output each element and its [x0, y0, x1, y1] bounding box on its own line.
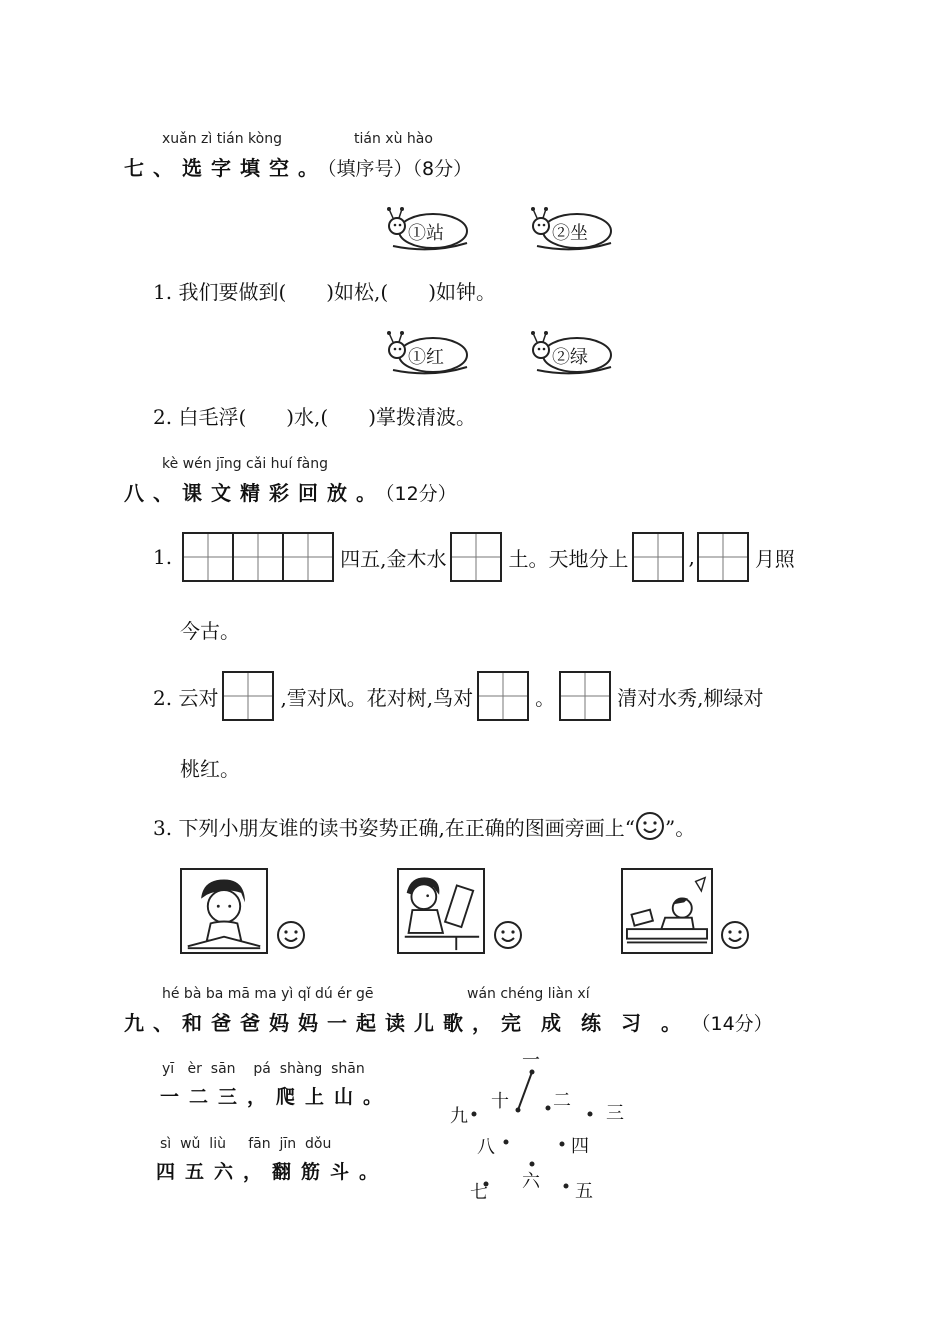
rhyme-1-pinyin: yī èr sān pá shàng shān [162, 1061, 365, 1077]
sec9-title [124, 1007, 773, 1036]
tianzige-box[interactable] [232, 532, 284, 582]
option-2-zuo: ②坐 [552, 223, 588, 244]
sec7-pinyin-b: tián xù hào [354, 131, 433, 147]
smiley-answer-2[interactable] [493, 920, 523, 950]
dot-2 [546, 1106, 551, 1111]
option-1-hong: ①红 [408, 347, 444, 368]
option-2-lv: ②绿 [552, 347, 588, 368]
child-reading-picture-1 [180, 868, 268, 954]
sec8-title [124, 477, 457, 506]
child-reading-picture-2 [397, 868, 485, 954]
rhyme-1: 一二三，爬上山。 [160, 1086, 393, 1108]
smiley-answer-3[interactable] [720, 920, 750, 950]
sec9-title-text: 九、和爸爸妈妈一起读儿歌， [124, 1011, 501, 1035]
num-5: 五 [575, 1181, 593, 1202]
dot-10 [516, 1108, 521, 1113]
tianzige-box[interactable] [477, 671, 529, 721]
q3-text: 3. 下列小朋友谁的读书姿势正确,在正确的图画旁画上“ [153, 815, 636, 840]
sec8-title-text: 八、课文精彩回放。 [124, 481, 385, 505]
num-7: 七 [470, 1182, 488, 1203]
q3-text-end: ”。 [665, 815, 696, 840]
q1-text-4: 月照 [754, 546, 795, 571]
sec9-score: （14分） [701, 1013, 773, 1035]
num-6: 六 [522, 1171, 540, 1192]
num-2: 二 [553, 1090, 571, 1111]
num-8: 八 [477, 1137, 495, 1158]
child-reading-picture-3 [621, 868, 713, 954]
sec7-title [124, 152, 472, 181]
q1-text-3: , [688, 545, 695, 569]
rhyme-2: 四五六，翻筋斗。 [156, 1161, 389, 1183]
sec7-subtitle: （填序号）（8分） [327, 158, 473, 180]
num-4: 四 [571, 1136, 589, 1157]
sec7-q1: 1. 我们要做到( )如松,( )如钟。 [153, 280, 497, 304]
sec8-q2-continuation: 桃红。 [180, 757, 240, 781]
q2-text-1: ,雪对风。花对树,鸟对 [280, 685, 474, 710]
dot-9 [472, 1112, 477, 1117]
rhyme-2-pinyin: sì wǔ liù fān jīn dǒu [160, 1136, 332, 1152]
dot-8 [504, 1140, 509, 1145]
sec7-title-text: 七、选字填空。 [124, 156, 327, 180]
q1-number: 1. [153, 545, 173, 569]
dot-5 [564, 1184, 569, 1189]
sec8-q2-line [153, 668, 764, 724]
sec8-score: （12分） [385, 483, 457, 505]
num-10: 十 [491, 1091, 509, 1112]
dot-6 [530, 1162, 535, 1167]
tianzige-box[interactable] [697, 532, 749, 582]
q1-text-2: 土。天地分上 [508, 546, 629, 571]
sec7-pinyin-a: xuǎn zì tián kòng [162, 131, 282, 147]
sec8-q1-line [153, 529, 795, 585]
num-1: 一 [522, 1050, 540, 1071]
sec9-pinyin-b: wán chéng liàn xí [467, 986, 590, 1002]
tianzige-box[interactable] [282, 532, 334, 582]
sec8-q3-line [153, 811, 695, 841]
dot-4 [560, 1142, 565, 1147]
tianzige-box[interactable] [182, 532, 234, 582]
tianzige-box[interactable] [222, 671, 274, 721]
q2-text-0: 2. 云对 [153, 685, 219, 710]
sec9-title-text-2: 完成练习。 [501, 1011, 701, 1035]
smiley-answer-1[interactable] [276, 920, 306, 950]
sec7-q2: 2. 白毛浮( )水,( )掌拨清波。 [153, 405, 477, 429]
smiley-icon [635, 811, 665, 841]
q1-text-1: 四五,金木水 [340, 546, 447, 571]
num-9: 九 [450, 1106, 468, 1127]
sec8-pinyin: kè wén jīng cǎi huí fàng [162, 456, 329, 472]
sec8-q1-continuation: 今古。 [180, 619, 240, 643]
q2-text-2: 。 [535, 685, 556, 710]
answer-box-group[interactable] [182, 532, 334, 582]
option-1-zhan: ①站 [408, 223, 444, 244]
tianzige-box[interactable] [450, 532, 502, 582]
sec9-pinyin-a: hé bà ba mā ma yì qǐ dú ér gē [162, 986, 374, 1002]
q2-text-3: 清对水秀,柳绿对 [617, 685, 764, 710]
tianzige-box[interactable] [559, 671, 611, 721]
dot-3 [588, 1112, 593, 1117]
tianzige-box[interactable] [632, 532, 684, 582]
num-3: 三 [606, 1103, 624, 1124]
